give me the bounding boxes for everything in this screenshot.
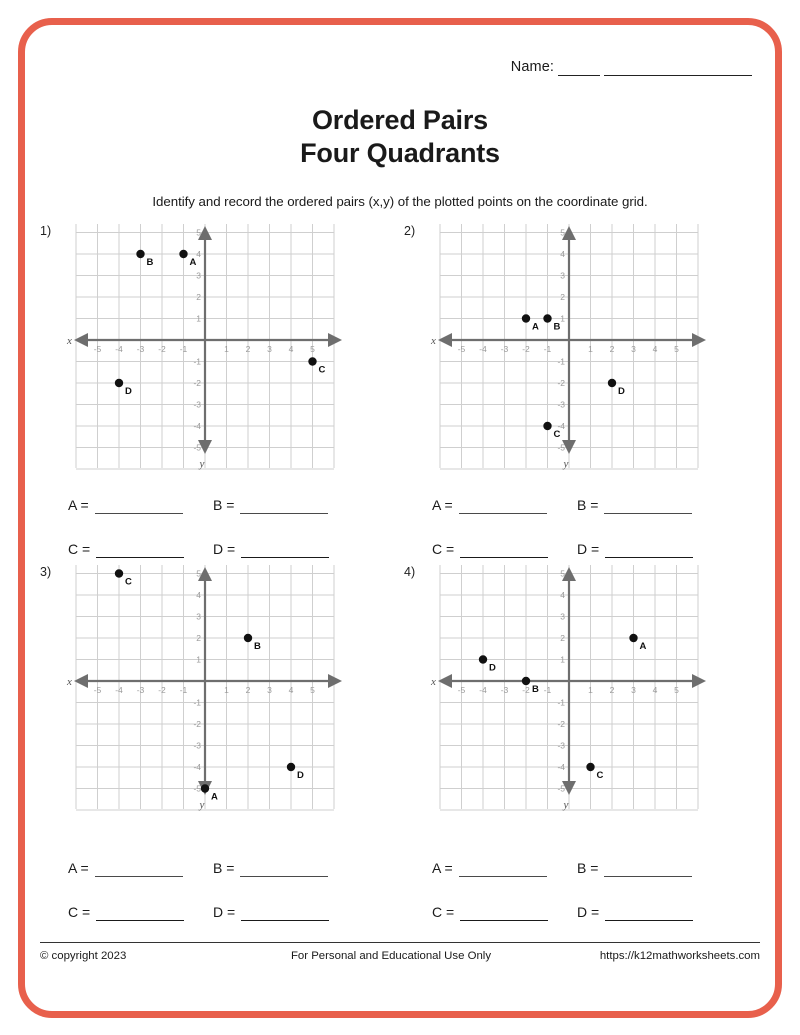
- svg-text:5: 5: [196, 227, 201, 238]
- svg-text:-5: -5: [93, 344, 102, 354]
- coordinate-plane-svg: [66, 222, 350, 470]
- svg-text:-2: -2: [522, 344, 530, 354]
- answer-d-input[interactable]: [605, 542, 693, 558]
- answer-b: [213, 498, 328, 514]
- answer-row-cd: [68, 891, 398, 921]
- problem-number: 3): [40, 565, 52, 579]
- answer-d-label: D =: [577, 904, 600, 920]
- svg-text:-4: -4: [115, 685, 123, 695]
- svg-text:-5: -5: [457, 344, 466, 354]
- point-label-a: A: [211, 791, 218, 803]
- title-line-2: Four Quadrants: [300, 137, 500, 168]
- svg-text:-3: -3: [136, 685, 145, 695]
- svg-text:-4: -4: [557, 421, 565, 431]
- answer-b-input[interactable]: [604, 861, 692, 877]
- answer-row-ab: [432, 847, 762, 877]
- answer-d-label: D =: [577, 541, 600, 557]
- point-label-c: C: [125, 576, 132, 588]
- answer-d-input[interactable]: [605, 905, 693, 921]
- svg-text:-4: -4: [193, 421, 201, 431]
- svg-text:5: 5: [560, 568, 565, 579]
- svg-text:2: 2: [560, 633, 565, 643]
- name-write-line-1[interactable]: [558, 61, 600, 76]
- answer-a: [68, 498, 213, 514]
- svg-text:-1: -1: [193, 356, 201, 367]
- svg-text:x: x: [67, 676, 72, 688]
- plotted-point-c[interactable]: [543, 422, 551, 430]
- svg-text:-2: -2: [522, 685, 530, 695]
- svg-text:-4: -4: [479, 344, 487, 354]
- svg-text:-2: -2: [158, 685, 166, 695]
- svg-text:2: 2: [245, 344, 251, 354]
- axes: [74, 567, 342, 795]
- answer-b-label: B =: [577, 860, 599, 876]
- answer-b-label: B =: [213, 497, 235, 513]
- svg-text:4: 4: [288, 685, 294, 695]
- plotted-point-c[interactable]: [115, 569, 123, 577]
- plotted-point-b[interactable]: [244, 634, 252, 642]
- svg-text:5: 5: [674, 344, 679, 354]
- svg-text:y: y: [563, 458, 569, 470]
- answer-block-1: [68, 484, 398, 572]
- svg-text:-1: -1: [557, 697, 565, 708]
- answer-c-input[interactable]: [460, 542, 548, 558]
- svg-text:3: 3: [267, 344, 272, 354]
- problem-number: 4): [404, 565, 416, 579]
- answer-d-label: D =: [213, 541, 236, 557]
- point-label-d: D: [125, 386, 132, 397]
- svg-text:-3: -3: [193, 399, 201, 410]
- answer-d: [577, 542, 693, 558]
- svg-text:-1: -1: [543, 685, 552, 695]
- answer-b: [577, 861, 692, 877]
- answer-row-ab: [68, 847, 398, 877]
- answer-c-input[interactable]: [96, 542, 184, 558]
- answer-d: [213, 905, 329, 921]
- answer-c-input[interactable]: [460, 905, 548, 921]
- svg-text:5: 5: [196, 568, 201, 579]
- coordinate-grid-2[interactable]: [430, 222, 714, 470]
- svg-text:1: 1: [224, 685, 229, 695]
- svg-text:4: 4: [560, 249, 565, 259]
- answer-c-label: C =: [432, 904, 455, 920]
- answer-row-cd: [432, 891, 762, 921]
- problem-number: 1): [40, 224, 52, 238]
- answer-a-label: A =: [432, 860, 453, 876]
- svg-text:-1: -1: [557, 356, 565, 367]
- coordinate-grid-3[interactable]: [66, 563, 350, 811]
- svg-text:-4: -4: [557, 762, 565, 772]
- svg-text:-2: -2: [193, 719, 201, 729]
- svg-text:3: 3: [560, 611, 565, 622]
- page-footer: [40, 950, 760, 962]
- answer-d-input[interactable]: [241, 542, 329, 558]
- answer-a: [432, 498, 577, 514]
- svg-text:-1: -1: [543, 344, 552, 354]
- answer-a: [432, 861, 577, 877]
- plotted-point-d[interactable]: [479, 655, 487, 663]
- coordinate-plane-svg: [430, 563, 714, 811]
- point-label-b: B: [146, 257, 154, 268]
- svg-text:-3: -3: [500, 344, 509, 354]
- svg-text:-2: -2: [557, 719, 565, 729]
- coordinate-grid-1[interactable]: [66, 222, 350, 470]
- answer-a-input[interactable]: [95, 498, 183, 514]
- svg-text:2: 2: [560, 292, 565, 302]
- answer-c: [432, 905, 577, 921]
- svg-text:-5: -5: [557, 442, 565, 453]
- answer-c-input[interactable]: [96, 905, 184, 921]
- svg-text:3: 3: [196, 270, 201, 281]
- answer-row-ab: [68, 484, 398, 514]
- svg-text:3: 3: [560, 270, 565, 281]
- point-label-a: A: [532, 321, 539, 333]
- svg-text:3: 3: [631, 685, 636, 695]
- point-label-b: B: [553, 321, 561, 333]
- svg-text:-5: -5: [457, 685, 466, 695]
- svg-text:2: 2: [245, 685, 251, 695]
- svg-text:5: 5: [310, 344, 315, 354]
- svg-text:4: 4: [288, 344, 294, 354]
- answer-d-label: D =: [213, 904, 236, 920]
- svg-text:4: 4: [652, 344, 658, 354]
- plotted-point-a[interactable]: [179, 250, 187, 258]
- svg-text:2: 2: [609, 685, 615, 695]
- plotted-point-c[interactable]: [586, 763, 594, 771]
- point-label-b: B: [532, 684, 539, 695]
- svg-text:5: 5: [674, 685, 679, 695]
- axes: [438, 226, 706, 454]
- svg-text:1: 1: [196, 313, 201, 324]
- answer-c: [68, 542, 213, 558]
- plotted-point-a[interactable]: [629, 634, 637, 642]
- answer-d-input[interactable]: [241, 905, 329, 921]
- svg-text:-1: -1: [179, 685, 188, 695]
- plotted-point-b[interactable]: [543, 314, 551, 322]
- svg-text:-2: -2: [158, 344, 166, 354]
- instructions-text: Identify and record the ordered pairs (x,y) of the plotted points on the coordinate grid.: [152, 194, 648, 209]
- plotted-points: [522, 314, 625, 440]
- svg-text:-5: -5: [557, 783, 565, 794]
- coordinate-plane-svg: [66, 563, 350, 811]
- svg-text:-5: -5: [93, 685, 102, 695]
- svg-text:1: 1: [588, 685, 593, 695]
- svg-text:-3: -3: [557, 399, 565, 410]
- answer-row-ab: [432, 484, 762, 514]
- answer-block-3: [68, 847, 398, 935]
- footer-copyright: © copyright 2023: [40, 950, 127, 962]
- svg-text:y: y: [199, 799, 205, 811]
- svg-text:-2: -2: [557, 378, 565, 388]
- svg-text:5: 5: [560, 227, 565, 238]
- answer-d: [577, 905, 693, 921]
- point-label-a: A: [189, 257, 197, 268]
- coordinate-plane-svg: [430, 222, 714, 470]
- problem-number: 2): [404, 224, 416, 238]
- svg-text:-5: -5: [193, 442, 201, 453]
- answer-d: [213, 542, 329, 558]
- answer-a-label: A =: [68, 497, 89, 513]
- svg-text:2: 2: [196, 292, 201, 302]
- plotted-point-d[interactable]: [608, 379, 616, 387]
- answer-c-label: C =: [68, 541, 91, 557]
- point-label-d: D: [297, 770, 304, 781]
- svg-text:3: 3: [196, 611, 201, 622]
- answer-a-label: A =: [432, 497, 453, 513]
- plotted-point-b[interactable]: [136, 250, 144, 258]
- name-field[interactable]: [511, 60, 752, 76]
- plotted-point-c[interactable]: [308, 357, 316, 365]
- svg-text:x: x: [431, 335, 436, 347]
- svg-text:y: y: [199, 458, 205, 470]
- name-label: Name:: [510, 59, 554, 75]
- point-label-b: B: [254, 641, 261, 652]
- answer-row-cd: [432, 528, 762, 558]
- title-line-1: Ordered Pairs: [312, 105, 488, 135]
- answer-b-label: B =: [213, 860, 235, 876]
- axes: [438, 567, 706, 795]
- svg-text:3: 3: [267, 685, 272, 695]
- page-title: [40, 104, 760, 170]
- svg-text:3: 3: [631, 344, 636, 354]
- svg-text:x: x: [431, 676, 436, 688]
- point-label-d: D: [618, 386, 625, 397]
- answer-b-input[interactable]: [240, 498, 328, 514]
- svg-text:4: 4: [196, 249, 201, 259]
- svg-text:-2: -2: [193, 378, 201, 388]
- svg-text:-1: -1: [179, 344, 188, 354]
- svg-text:1: 1: [560, 313, 565, 324]
- footer-usage-note: For Personal and Educational Use Only: [290, 950, 492, 962]
- svg-text:-1: -1: [193, 697, 201, 708]
- answer-row-cd: [68, 528, 398, 558]
- answer-b-label: B =: [577, 497, 599, 513]
- point-label-a: A: [639, 641, 647, 652]
- answer-c: [432, 542, 577, 558]
- svg-text:-5: -5: [193, 783, 201, 794]
- answer-c: [68, 905, 213, 921]
- point-label-c: C: [553, 429, 561, 440]
- point-label-d: D: [489, 662, 496, 674]
- axes: [74, 226, 342, 454]
- svg-text:-3: -3: [193, 740, 201, 751]
- footer-divider: [40, 942, 760, 943]
- plotted-point-b[interactable]: [522, 677, 530, 685]
- answer-b-input[interactable]: [604, 498, 692, 514]
- answer-b-input[interactable]: [240, 861, 328, 877]
- answer-block-2: [432, 484, 762, 572]
- answer-a-input[interactable]: [95, 861, 183, 877]
- point-label-c: C: [596, 770, 604, 781]
- svg-text:1: 1: [224, 344, 229, 354]
- svg-text:-4: -4: [193, 762, 201, 772]
- name-write-line-2[interactable]: [604, 61, 752, 76]
- svg-text:1: 1: [560, 654, 565, 665]
- plotted-points: [115, 250, 326, 397]
- svg-text:-3: -3: [500, 685, 509, 695]
- answer-a-label: A =: [68, 860, 89, 876]
- plotted-point-a[interactable]: [522, 314, 530, 322]
- svg-text:1: 1: [588, 344, 593, 354]
- svg-text:x: x: [67, 335, 72, 347]
- svg-text:4: 4: [196, 590, 201, 600]
- answer-block-4: [432, 847, 762, 935]
- svg-text:2: 2: [196, 633, 201, 643]
- page-content: [40, 36, 760, 1000]
- svg-text:-3: -3: [136, 344, 145, 354]
- svg-text:y: y: [563, 799, 569, 811]
- svg-text:4: 4: [560, 590, 565, 600]
- svg-text:1: 1: [196, 654, 201, 665]
- answer-a: [68, 861, 213, 877]
- answer-b: [577, 498, 692, 514]
- svg-text:2: 2: [609, 344, 615, 354]
- answer-b: [213, 861, 328, 877]
- footer-url[interactable]: https://k12mathworksheets.com: [599, 950, 760, 962]
- svg-text:-4: -4: [479, 685, 487, 695]
- answer-a-input[interactable]: [459, 498, 547, 514]
- plotted-point-a[interactable]: [201, 784, 209, 792]
- svg-text:5: 5: [310, 685, 315, 695]
- answer-c-label: C =: [432, 541, 455, 557]
- svg-text:4: 4: [652, 685, 658, 695]
- coordinate-grid-4[interactable]: [430, 563, 714, 811]
- answer-a-input[interactable]: [459, 861, 547, 877]
- svg-text:-3: -3: [557, 740, 565, 751]
- answer-c-label: C =: [68, 904, 91, 920]
- svg-text:-4: -4: [115, 344, 123, 354]
- point-label-c: C: [318, 364, 326, 376]
- plotted-point-d[interactable]: [287, 763, 295, 771]
- plotted-point-d[interactable]: [115, 379, 123, 387]
